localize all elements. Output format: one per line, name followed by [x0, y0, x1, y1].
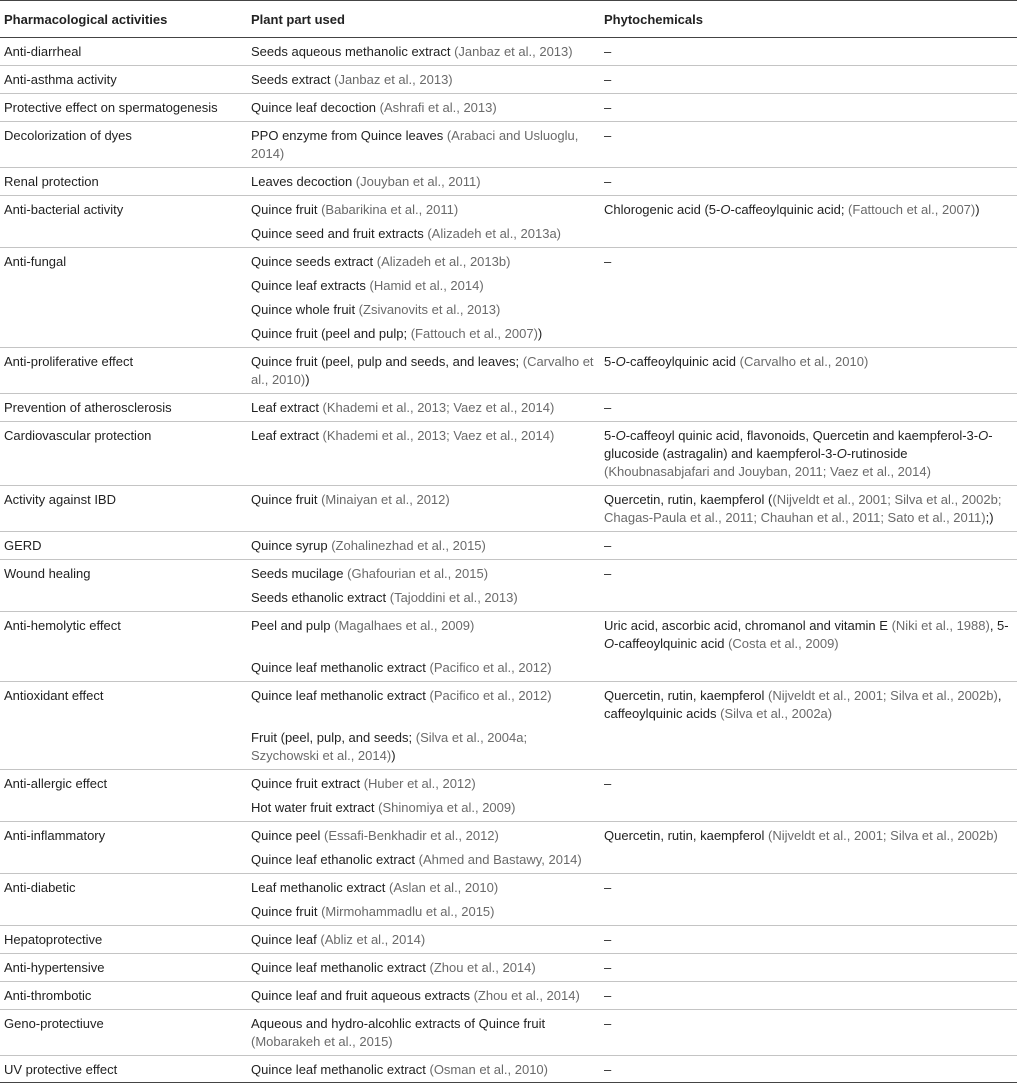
- phyto-text-continued: ): [975, 202, 980, 217]
- cell-plant-part: [247, 38, 600, 66]
- cell-phytochemicals: [600, 874, 1017, 901]
- table-row: [0, 682, 1017, 727]
- plant-text: Quince leaf decoction: [251, 100, 380, 115]
- cell-activity: [0, 1010, 247, 1056]
- cell-activity: [0, 900, 247, 926]
- table-row: [0, 322, 1017, 348]
- cell-plant-part: [247, 682, 600, 727]
- cell-phytochemicals: [600, 848, 1017, 874]
- cell-activity: [0, 274, 247, 298]
- cell-activity: [0, 848, 247, 874]
- table-row: [0, 66, 1017, 94]
- plant-text: PPO enzyme from Quince leaves: [251, 128, 447, 143]
- cell-phytochemicals: [600, 770, 1017, 797]
- plant-reference-link[interactable]: (Carvalho et al., 2010): [251, 354, 594, 387]
- cell-activity: [0, 682, 247, 727]
- plant-text: Quince leaf methanolic extract: [251, 688, 430, 703]
- phyto-text: –: [604, 254, 612, 269]
- cell-activity: [0, 1056, 247, 1083]
- plant-reference-link[interactable]: (Mobarakeh et al., 2015): [251, 1034, 393, 1049]
- activity-text: GERD: [4, 538, 42, 553]
- plant-text: Leaf extract: [251, 428, 323, 443]
- plant-reference-link[interactable]: (Ghafourian et al., 2015): [347, 566, 489, 581]
- table-row: [0, 422, 1017, 486]
- activity-text: Anti-diabetic: [4, 880, 76, 895]
- cell-activity: [0, 168, 247, 196]
- table-row: [0, 954, 1017, 982]
- plant-reference-link[interactable]: (Ahmed and Bastawy, 2014): [418, 852, 582, 867]
- table-body: [0, 38, 1017, 1083]
- activity-text: Anti-bacterial activity: [4, 202, 124, 217]
- plant-text: Quince fruit (peel, pulp and seeds, and leaves;: [251, 354, 523, 369]
- plant-text: Quince peel: [251, 828, 324, 843]
- plant-text: Quince fruit (peel and pulp;: [251, 326, 411, 341]
- table-row: [0, 848, 1017, 874]
- cell-activity: [0, 656, 247, 682]
- cell-plant-part: [247, 94, 600, 122]
- phyto-reference-link[interactable]: (Nijveldt et al., 2001; Silva et al., 2002b; Chagas-Paula et al., 2011; Chauhan et al., 2011; Sato et al., 2011): [604, 492, 1002, 525]
- plant-text: Aqueous and hydro-alcohlic extracts of Quince fruit: [251, 1016, 546, 1031]
- phyto-text: –: [604, 960, 612, 975]
- phyto-text: –: [604, 400, 612, 415]
- table-row: [0, 348, 1017, 394]
- cell-phytochemicals: [600, 1010, 1017, 1056]
- cell-activity: [0, 926, 247, 954]
- cell-phytochemicals: [600, 196, 1017, 223]
- cell-activity: [0, 196, 247, 223]
- cell-plant-part: Fruit (peel, pulp, and seeds; (Silva et al., 2004a; Szychowski et al., 2014)): [247, 726, 600, 770]
- table-row: [0, 168, 1017, 196]
- table-row: [0, 298, 1017, 322]
- activity-text: Protective effect on spermatogenesis: [4, 100, 218, 115]
- cell-activity: [0, 874, 247, 901]
- phyto-text: Uric acid, ascorbic acid, chromanol and vitamin E: [604, 618, 892, 633]
- cell-phytochemicals: [600, 682, 1017, 727]
- phyto-reference-link[interactable]: (Nijveldt et al., 2001; Silva et al., 2002b): [768, 828, 998, 843]
- cell-phytochemicals: [600, 38, 1017, 66]
- cell-plant-part: [247, 874, 600, 901]
- plant-text: Quince leaf methanolic extract: [251, 660, 430, 675]
- cell-activity: [0, 122, 247, 168]
- cell-activity: [0, 726, 247, 770]
- cell-activity: [0, 586, 247, 612]
- phyto-reference-link[interactable]: (Niki et al., 1988): [891, 618, 990, 633]
- phyto-text: –: [604, 174, 612, 189]
- phyto-reference-link[interactable]: (Costa et al., 2009): [728, 636, 839, 651]
- cell-plant-part: [247, 298, 600, 322]
- plant-reference-link[interactable]: (Tajoddini et al., 2013): [389, 590, 518, 605]
- table-row: [0, 656, 1017, 682]
- plant-text: Peel and pulp: [251, 618, 335, 633]
- activity-text: Anti-inflammatory: [4, 828, 106, 843]
- cell-phytochemicals: [600, 612, 1017, 657]
- cell-phytochemicals: [600, 348, 1017, 394]
- cell-activity: [0, 394, 247, 422]
- cell-plant-part: [247, 1010, 600, 1056]
- phyto-text: –: [604, 1016, 612, 1031]
- cell-phytochemicals: [600, 168, 1017, 196]
- plant-text: Leaf extract: [251, 400, 323, 415]
- header-activities: Pharmacological activities: [0, 1, 247, 38]
- plant-text: Fruit (peel, pulp, and seeds;: [251, 730, 416, 745]
- table-row: [0, 486, 1017, 532]
- plant-reference-link[interactable]: (Khademi et al., 2013; Vaez et al., 2014): [322, 428, 555, 443]
- plant-text: Quince seeds extract: [251, 254, 377, 269]
- table-row: [0, 248, 1017, 275]
- cell-activity: [0, 94, 247, 122]
- phyto-text: 5-O-caffeoyl quinic acid, flavonoids, Quercetin and kaempferol-3-O-glucoside (astragalin) and kaempferol-3-O-rutinoside: [604, 428, 993, 461]
- plant-text: Quince fruit: [251, 492, 322, 507]
- table-row: [0, 726, 1017, 770]
- plant-text: Quince fruit: [251, 904, 322, 919]
- cell-activity: [0, 532, 247, 560]
- cell-plant-part: [247, 66, 600, 94]
- activity-text: Wound healing: [4, 566, 91, 581]
- activity-text: Anti-fungal: [4, 254, 67, 269]
- table-row: [0, 122, 1017, 168]
- plant-text: Quince leaf and fruit aqueous extracts: [251, 988, 474, 1003]
- cell-plant-part: [247, 796, 600, 822]
- phyto-text: –: [604, 932, 612, 947]
- plant-reference-link[interactable]: (Jouyban et al., 2011): [355, 174, 481, 189]
- cell-activity: [0, 222, 247, 248]
- table-row: [0, 560, 1017, 587]
- activity-text: Activity against IBD: [4, 492, 116, 507]
- plant-text: Quince leaf extracts: [251, 278, 370, 293]
- cell-plant-part: [247, 900, 600, 926]
- phyto-text: –: [604, 100, 612, 115]
- activity-text: Prevention of atherosclerosis: [4, 400, 172, 415]
- cell-phytochemicals: [600, 656, 1017, 682]
- cell-phytochemicals: [600, 726, 1017, 770]
- table-row: [0, 196, 1017, 223]
- activity-text: Renal protection: [4, 174, 99, 189]
- plant-reference-link[interactable]: (Abliz et al., 2014): [320, 932, 426, 947]
- table-row: [0, 926, 1017, 954]
- table-row: [0, 982, 1017, 1010]
- table-row: [0, 532, 1017, 560]
- cell-phytochemicals: [600, 248, 1017, 275]
- phyto-reference-link[interactable]: (Nijveldt et al., 2001; Silva et al., 2002b): [768, 688, 998, 703]
- phyto-text: –: [604, 776, 612, 791]
- activity-text: Anti-asthma activity: [4, 72, 117, 87]
- cell-activity: [0, 322, 247, 348]
- plant-reference-link[interactable]: (Essafi-Benkhadir et al., 2012): [324, 828, 499, 843]
- cell-activity: [0, 422, 247, 486]
- plant-reference-link[interactable]: (Fattouch et al., 2007): [410, 326, 538, 341]
- plant-text: Hot water fruit extract: [251, 800, 379, 815]
- activity-text: Anti-proliferative effect: [4, 354, 134, 369]
- cell-phytochemicals: [600, 586, 1017, 612]
- cell-activity: [0, 486, 247, 532]
- phyto-text: –: [604, 566, 612, 581]
- cell-activity: [0, 298, 247, 322]
- cell-plant-part: [247, 954, 600, 982]
- table-row: [0, 94, 1017, 122]
- cell-plant-part: [247, 770, 600, 797]
- plant-reference-link[interactable]: (Babarikina et al., 2011): [321, 202, 459, 217]
- phyto-text: –: [604, 1062, 612, 1077]
- phyto-text: 5-O-caffeoylquinic acid: [604, 354, 740, 369]
- plant-text: Leaf methanolic extract: [251, 880, 390, 895]
- cell-phytochemicals: [600, 94, 1017, 122]
- cell-plant-part: [247, 926, 600, 954]
- plant-reference-link[interactable]: (Janbaz et al., 2013): [454, 44, 573, 59]
- plant-text: Seeds mucilage: [251, 566, 348, 581]
- plant-reference-link[interactable]: (Pacifico et al., 2012): [429, 688, 552, 703]
- cell-plant-part: [247, 560, 600, 587]
- cell-activity: [0, 66, 247, 94]
- table-row: [0, 1010, 1017, 1056]
- plant-reference-link[interactable]: (Osman et al., 2010): [429, 1062, 548, 1077]
- phyto-text-continued: , 5-O-caffeoylquinic acid: [604, 618, 1009, 651]
- cell-phytochemicals: [600, 274, 1017, 298]
- plant-reference-link[interactable]: (Minaiyan et al., 2012): [321, 492, 450, 507]
- cell-phytochemicals: [600, 422, 1017, 486]
- cell-plant-part: [247, 274, 600, 298]
- cell-plant-part: [247, 586, 600, 612]
- cell-activity: [0, 982, 247, 1010]
- table-row: [0, 770, 1017, 797]
- plant-reference-link[interactable]: (Khademi et al., 2013; Vaez et al., 2014): [322, 400, 555, 415]
- cell-plant-part: [247, 122, 600, 168]
- plant-reference-link[interactable]: (Ashrafi et al., 2013): [379, 100, 497, 115]
- cell-activity: [0, 796, 247, 822]
- cell-activity: [0, 954, 247, 982]
- activity-text: Hepatoprotective: [4, 932, 103, 947]
- plant-text: Seeds extract: [251, 72, 335, 87]
- cell-phytochemicals: [600, 222, 1017, 248]
- phyto-text: Chlorogenic acid (5-O-caffeoylquinic acid;: [604, 202, 849, 217]
- cell-plant-part: Quince fruit (peel and pulp; (Fattouch et al., 2007)): [247, 322, 600, 348]
- plant-text: Seeds aqueous methanolic extract: [251, 44, 455, 59]
- plant-reference-link[interactable]: (Zhou et al., 2014): [473, 988, 580, 1003]
- phyto-text: –: [604, 538, 612, 553]
- phyto-text: Quercetin, rutin, kaempferol (: [604, 492, 773, 507]
- activity-text: Cardiovascular protection: [4, 428, 152, 443]
- cell-phytochemicals: [600, 486, 1017, 532]
- table-row: [0, 1056, 1017, 1083]
- phyto-text: –: [604, 44, 612, 59]
- phyto-reference-link[interactable]: (Silva et al., 2002a): [720, 706, 833, 721]
- phyto-text: –: [604, 880, 612, 895]
- cell-plant-part: [247, 822, 600, 849]
- cell-activity: [0, 38, 247, 66]
- table-row: [0, 900, 1017, 926]
- cell-phytochemicals: [600, 900, 1017, 926]
- table-row: [0, 274, 1017, 298]
- plant-text: Quince leaf: [251, 932, 321, 947]
- cell-plant-part: Quince fruit (peel, pulp and seeds, and leaves; (Carvalho et al., 2010)): [247, 348, 600, 394]
- cell-activity: [0, 822, 247, 849]
- header-phytochemicals: Phytochemicals: [600, 1, 1017, 38]
- activity-text: Anti-hypertensive: [4, 960, 105, 975]
- cell-phytochemicals: [600, 822, 1017, 849]
- table-header: [0, 1, 1017, 38]
- cell-plant-part: [247, 168, 600, 196]
- plant-reference-link[interactable]: (Alizadeh et al., 2013b): [376, 254, 511, 269]
- plant-reference-link[interactable]: (Shinomiya et al., 2009): [378, 800, 516, 815]
- plant-text: Leaves decoction: [251, 174, 356, 189]
- activity-text: Anti-hemolytic effect: [4, 618, 121, 633]
- phyto-reference-link[interactable]: (Fattouch et al., 2007): [848, 202, 976, 217]
- plant-reference-link[interactable]: (Aslan et al., 2010): [389, 880, 499, 895]
- phyto-text: –: [604, 128, 612, 143]
- cell-phytochemicals: [600, 560, 1017, 587]
- plant-text: Quince fruit: [251, 202, 322, 217]
- plant-reference-link[interactable]: (Janbaz et al., 2013): [334, 72, 453, 87]
- cell-activity: [0, 560, 247, 587]
- cell-phytochemicals: [600, 926, 1017, 954]
- cell-phytochemicals: [600, 394, 1017, 422]
- plant-text: Quince leaf methanolic extract: [251, 960, 430, 975]
- cell-phytochemicals: [600, 796, 1017, 822]
- cell-phytochemicals: [600, 66, 1017, 94]
- plant-text: Quince whole fruit: [251, 302, 359, 317]
- plant-text: Seeds ethanolic extract: [251, 590, 390, 605]
- cell-phytochemicals: [600, 298, 1017, 322]
- cell-phytochemicals: [600, 322, 1017, 348]
- activity-text: UV protective effect: [4, 1062, 118, 1077]
- plant-reference-link[interactable]: (Mirmohammadlu et al., 2015): [321, 904, 495, 919]
- plant-reference-link[interactable]: (Pacifico et al., 2012): [429, 660, 552, 675]
- plant-text: Quince seed and fruit extracts: [251, 226, 428, 241]
- phyto-text: Quercetin, rutin, kaempferol: [604, 828, 769, 843]
- table-row: [0, 38, 1017, 66]
- cell-plant-part: [247, 196, 600, 223]
- cell-plant-part: [247, 612, 600, 657]
- cell-plant-part: [247, 848, 600, 874]
- cell-activity: [0, 348, 247, 394]
- cell-phytochemicals: [600, 532, 1017, 560]
- phyto-text: –: [604, 988, 612, 1003]
- plant-text: Quince leaf ethanolic extract: [251, 852, 419, 867]
- plant-reference-link[interactable]: (Arabaci and Usluoglu, 2014): [251, 128, 579, 161]
- phyto-text: –: [604, 72, 612, 87]
- plant-reference-link[interactable]: (Hamid et al., 2014): [369, 278, 484, 293]
- table-row: [0, 612, 1017, 657]
- plant-reference-link[interactable]: (Magalhaes et al., 2009): [334, 618, 475, 633]
- header-plant-part: Plant part used: [247, 1, 600, 38]
- header-row: [0, 1, 1017, 38]
- cell-plant-part: [247, 982, 600, 1010]
- phyto-text-continued: ;): [985, 510, 994, 525]
- cell-activity: [0, 248, 247, 275]
- phyto-text-continued: , caffeoylquinic acids: [604, 688, 1002, 721]
- activity-text: Decolorization of dyes: [4, 128, 132, 143]
- phyto-reference-link[interactable]: (Carvalho et al., 2010): [739, 354, 869, 369]
- activity-text: Anti-allergic effect: [4, 776, 108, 791]
- cell-activity: [0, 770, 247, 797]
- phyto-reference-link[interactable]: (Khoubnasabjafari and Jouyban, 2011; Vaez et al., 2014): [604, 464, 931, 479]
- plant-reference-link[interactable]: (Silva et al., 2004a; Szychowski et al., 2014): [251, 730, 528, 763]
- plant-reference-link[interactable]: (Zsivanovits et al., 2013): [358, 302, 501, 317]
- cell-activity: [0, 612, 247, 657]
- activity-text: Anti-diarrheal: [4, 44, 82, 59]
- plant-reference-link[interactable]: (Zhou et al., 2014): [429, 960, 536, 975]
- phyto-text: Quercetin, rutin, kaempferol: [604, 688, 769, 703]
- cell-plant-part: [247, 222, 600, 248]
- cell-phytochemicals: [600, 982, 1017, 1010]
- cell-plant-part: [247, 422, 600, 486]
- cell-plant-part: [247, 1056, 600, 1083]
- plant-reference-link[interactable]: (Alizadeh et al., 2013a): [427, 226, 562, 241]
- table-row: [0, 822, 1017, 849]
- table-row: [0, 394, 1017, 422]
- plant-reference-link[interactable]: (Zohalinezhad et al., 2015): [331, 538, 486, 553]
- activity-text: Geno-protectiuve: [4, 1016, 104, 1031]
- plant-text: Quince fruit extract: [251, 776, 364, 791]
- cell-plant-part: [247, 394, 600, 422]
- plant-text: Quince syrup: [251, 538, 332, 553]
- cell-phytochemicals: [600, 954, 1017, 982]
- cell-plant-part: [247, 656, 600, 682]
- activity-text: Anti-thrombotic: [4, 988, 92, 1003]
- table-row: [0, 586, 1017, 612]
- cell-phytochemicals: [600, 122, 1017, 168]
- table-row: [0, 874, 1017, 901]
- plant-text: Quince leaf methanolic extract: [251, 1062, 430, 1077]
- activity-text: Antioxidant effect: [4, 688, 104, 703]
- cell-plant-part: [247, 532, 600, 560]
- table-row: [0, 796, 1017, 822]
- cell-plant-part: [247, 486, 600, 532]
- plant-reference-link[interactable]: (Huber et al., 2012): [363, 776, 476, 791]
- cell-phytochemicals: [600, 1056, 1017, 1083]
- table-row: [0, 222, 1017, 248]
- cell-plant-part: [247, 248, 600, 275]
